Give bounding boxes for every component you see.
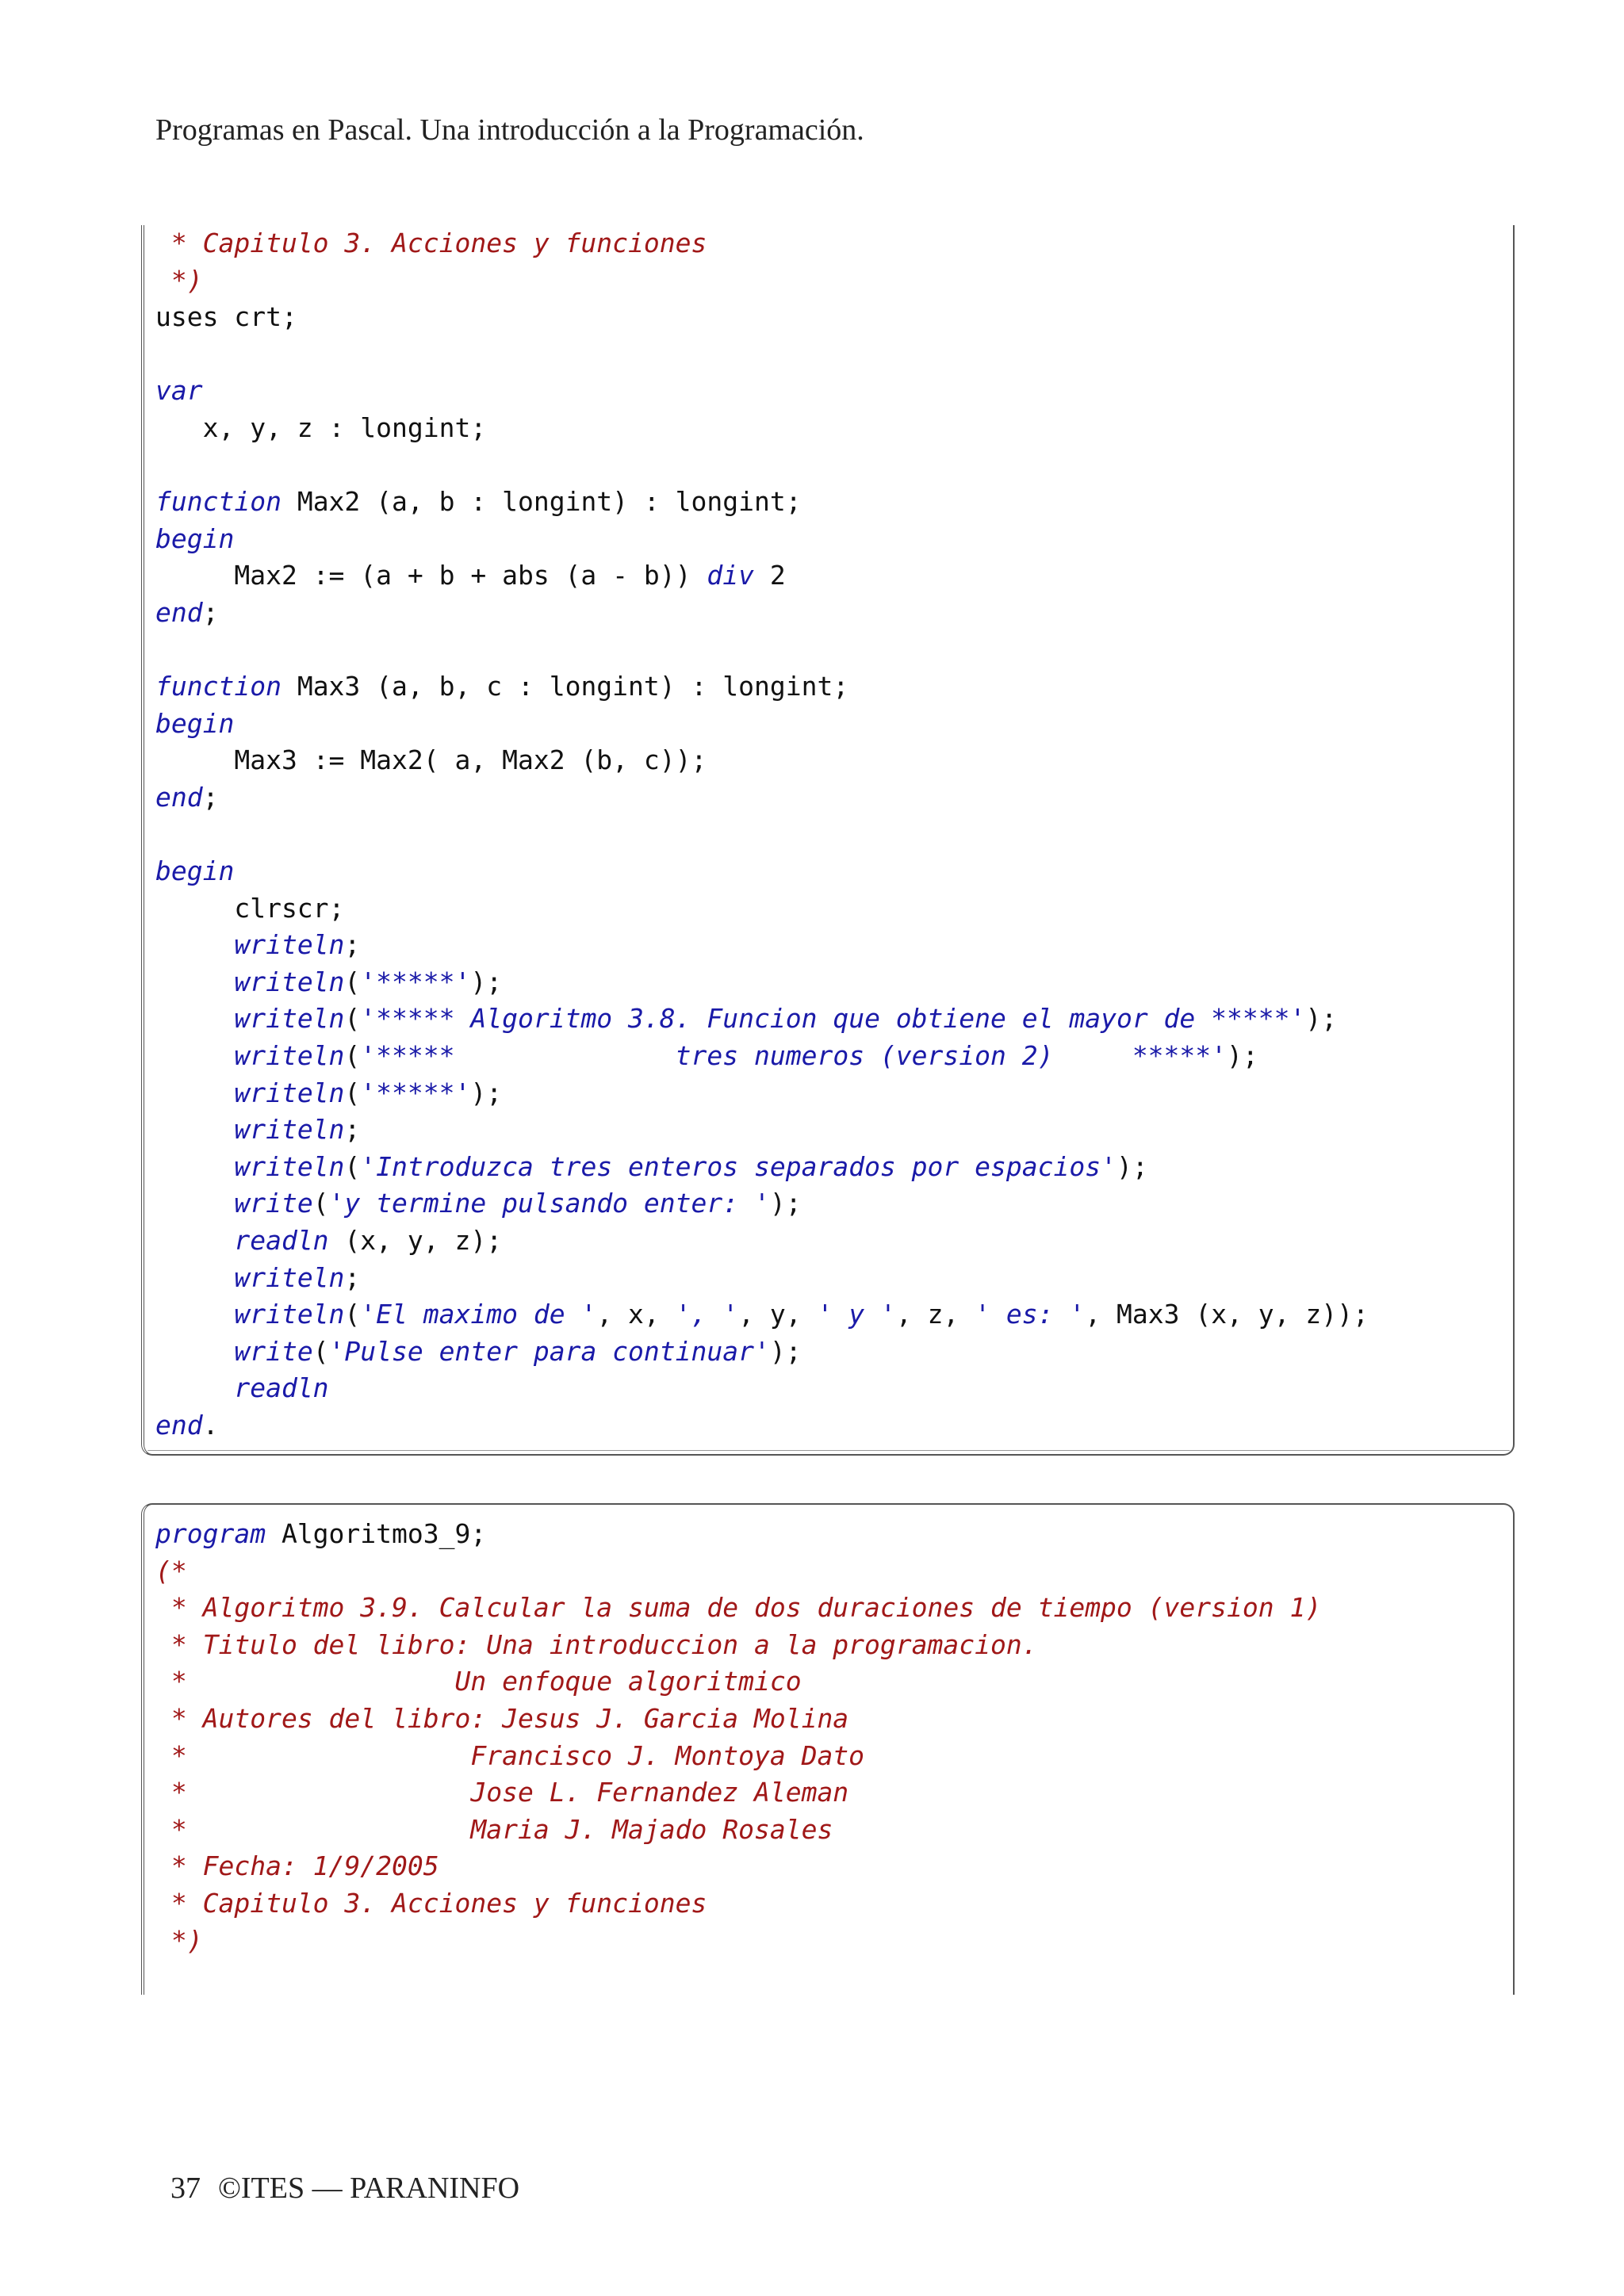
code-token: 'y termine pulsando enter: ' [328, 1188, 770, 1219]
code-line [155, 1407, 1369, 1445]
code-token: writeln [234, 1114, 345, 1146]
code-line [155, 1627, 1321, 1664]
code-token: 2 [753, 560, 786, 591]
code-token: 'Introduzca tres enteros separados por espacios' [360, 1150, 1116, 1182]
code-token: '***** tres numeros (version 2) *****' [360, 1040, 1228, 1072]
code-line [155, 1075, 1369, 1112]
code-token: ); [470, 1077, 503, 1108]
code-line [155, 632, 1369, 669]
copyright-notice: ©ITES — PARANINFO [218, 2172, 520, 2205]
code-token: ); [470, 966, 503, 997]
code-line [155, 557, 1369, 595]
code-token: writeln [234, 1040, 345, 1072]
code-token: (x, y, z); [328, 1225, 503, 1257]
code-line [155, 1185, 1369, 1223]
code-line [155, 373, 1369, 410]
code-token: end [155, 781, 203, 813]
code-line [155, 1516, 1321, 1553]
code-token: readln [234, 1225, 329, 1257]
code-token: , Max3 (x, y, z)); [1085, 1299, 1369, 1330]
code-token: * Titulo del libro: Una introduccion a la programacion. [155, 1628, 1038, 1660]
code-token [155, 1077, 234, 1108]
code-token: , z, [895, 1299, 975, 1330]
code-token: *) [155, 1924, 203, 1956]
code-line [155, 1038, 1369, 1075]
code-token: ); [1116, 1150, 1148, 1182]
code-line [155, 447, 1369, 484]
code-line [155, 742, 1369, 779]
code-token [155, 929, 234, 960]
code-token: writeln [234, 1261, 345, 1293]
code-token: begin [155, 707, 235, 739]
code-line [155, 1223, 1369, 1260]
code-token: ; [344, 929, 361, 961]
code-token: writeln [234, 1150, 345, 1182]
code-line [155, 225, 1369, 262]
code-token [155, 1225, 234, 1256]
code-token: (* [155, 1555, 187, 1586]
code-token [155, 1336, 234, 1367]
code-token: ; [202, 781, 219, 813]
code-token [155, 1151, 234, 1182]
code-line [155, 779, 1369, 817]
code-line [155, 1260, 1369, 1297]
code-token: ( [312, 1335, 329, 1367]
code-token: write [234, 1335, 313, 1367]
code-token: ; [202, 596, 219, 628]
page-number: 37 [170, 2172, 201, 2205]
code-line [155, 1663, 1321, 1701]
code-token: writeln [234, 966, 345, 997]
code-token: ( [344, 1150, 361, 1182]
code-token: ' es: ' [975, 1299, 1086, 1330]
code-token: * Un enfoque algoritmico [155, 1666, 802, 1697]
code-token: ); [1227, 1040, 1258, 1072]
code-line [155, 1334, 1369, 1371]
code-listing-1 [155, 225, 1369, 1445]
code-token: Max2 (a, b : longint) : longint; [281, 486, 802, 518]
code-token: begin [155, 522, 235, 554]
code-token: Algoritmo3_9; [266, 1518, 487, 1549]
code-token: ' y ' [817, 1299, 896, 1330]
code-token: ; [344, 1261, 361, 1293]
code-listing-2 [155, 1516, 1321, 1959]
code-token: , y, [738, 1299, 818, 1330]
code-token: . [202, 1410, 219, 1441]
code-token: ( [344, 1077, 361, 1108]
code-token: writeln [234, 1003, 345, 1035]
code-token: '*****' [360, 1077, 471, 1108]
code-line [155, 890, 1369, 928]
code-line [155, 1738, 1321, 1775]
code-line [155, 817, 1369, 854]
code-token: * Fecha: 1/9/2005 [155, 1850, 439, 1882]
code-token [155, 1262, 234, 1293]
code-line [155, 1812, 1321, 1849]
code-token: div [707, 560, 754, 591]
code-token: ( [344, 966, 361, 997]
code-token [155, 966, 234, 997]
code-token [155, 1372, 234, 1403]
code-line [155, 1590, 1321, 1627]
code-line [155, 299, 1369, 336]
code-line [155, 1001, 1369, 1038]
code-line [155, 1553, 1321, 1590]
code-token [155, 1299, 234, 1330]
code-line [155, 595, 1369, 632]
code-token: 'Pulse enter para continuar' [328, 1335, 770, 1367]
code-token [155, 1003, 234, 1034]
code-line [155, 853, 1369, 890]
code-token: Max2 := (a + b + abs (a - b)) [155, 560, 707, 591]
code-line [155, 262, 1369, 300]
code-token: , x, [596, 1299, 676, 1330]
code-token: program [155, 1518, 266, 1549]
code-token: function [155, 671, 282, 702]
code-token: x, y, z : longint; [155, 411, 487, 443]
code-token: writeln [234, 929, 345, 961]
code-token: ); [1305, 1003, 1338, 1035]
code-token: write [234, 1188, 313, 1219]
code-token: ( [344, 1040, 361, 1072]
code-token [155, 1114, 234, 1145]
code-token: writeln [234, 1299, 345, 1330]
code-token: ( [344, 1003, 361, 1035]
page-footer [155, 2136, 537, 2206]
code-line [155, 1923, 1321, 1960]
code-token: clrscr; [155, 892, 345, 924]
code-token: * Maria J. Majado Rosales [155, 1813, 833, 1845]
code-token: * Capitulo 3. Acciones y funciones [155, 228, 707, 258]
code-token: Max3 := Max2( a, Max2 (b, c)); [155, 744, 707, 776]
code-token: function [155, 486, 282, 518]
code-token: ); [769, 1335, 802, 1367]
code-line [155, 521, 1369, 558]
code-line [155, 1112, 1369, 1149]
code-token: '***** Algoritmo 3.8. Funcion que obtiene el mayor de *****' [360, 1003, 1306, 1035]
code-line [155, 1774, 1321, 1812]
code-line [155, 964, 1369, 1001]
code-token: var [155, 375, 203, 407]
code-line [155, 1848, 1321, 1885]
code-token [155, 1040, 234, 1071]
code-token: ); [769, 1188, 802, 1219]
running-header: Programas en Pascal. Una introducción a la Programación. [155, 113, 864, 147]
code-token: ( [312, 1188, 329, 1219]
code-token: 'El maximo de ' [360, 1299, 597, 1330]
code-line [155, 1296, 1369, 1334]
code-line [155, 484, 1369, 521]
code-token: ', ' [675, 1299, 739, 1330]
code-token: begin [155, 855, 235, 887]
code-token: readln [234, 1372, 329, 1404]
code-token: end [155, 596, 203, 628]
code-token: writeln [234, 1077, 345, 1108]
code-token: ( [344, 1299, 361, 1330]
code-line [155, 1885, 1321, 1923]
code-token: uses crt; [155, 301, 297, 333]
code-line [155, 410, 1369, 447]
code-line [155, 1370, 1369, 1407]
code-token: '*****' [360, 966, 471, 997]
code-token: Max3 (a, b, c : longint) : longint; [281, 671, 849, 702]
code-token: * Capitulo 3. Acciones y funciones [155, 1887, 707, 1919]
code-line [155, 336, 1369, 373]
code-token: *) [155, 264, 203, 296]
code-token: * Algoritmo 3.9. Calcular la suma de dos duraciones de tiempo (version 1) [155, 1592, 1322, 1624]
code-line [155, 1149, 1369, 1186]
code-token: * Autores del libro: Jesus J. Garcia Molina [155, 1702, 849, 1734]
code-line [155, 927, 1369, 964]
code-token: ; [344, 1114, 361, 1146]
code-line [155, 668, 1369, 706]
code-token [155, 1188, 234, 1219]
code-token: * Jose L. Fernandez Aleman [155, 1777, 849, 1808]
code-line [155, 1701, 1321, 1738]
code-token: * Francisco J. Montoya Dato [155, 1739, 865, 1771]
code-token: end [155, 1410, 203, 1441]
code-line [155, 706, 1369, 743]
